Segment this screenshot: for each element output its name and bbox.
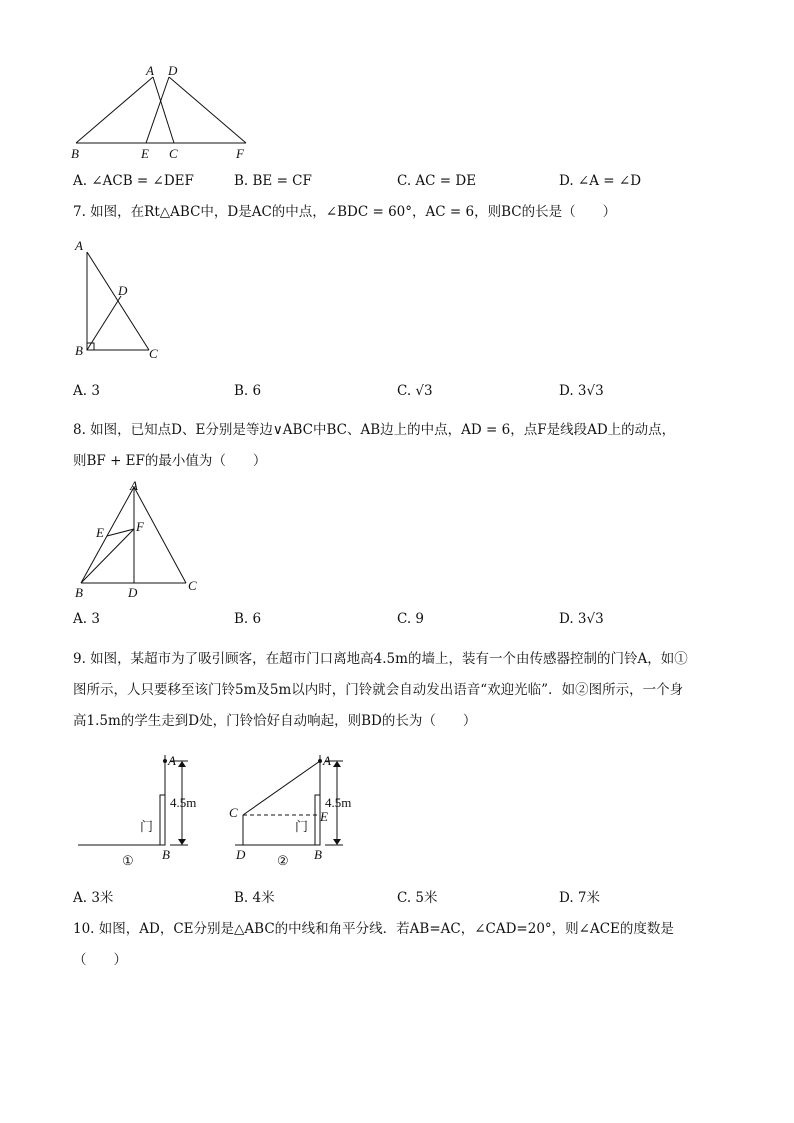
q8-label-c: C xyxy=(188,578,197,593)
q8-stem-line2: 则BF + EF的最小值为（ ） xyxy=(73,453,267,469)
fig6-label-c: C xyxy=(169,146,178,161)
q10-stem-line1: 10. 如图，AD，CE分别是△ABC的中线和角平分线．若AB=AC，∠CAD=20°，则∠ACE的度数是 xyxy=(73,921,674,937)
q8-figure xyxy=(70,478,210,603)
q9-fig1-label-a: A xyxy=(168,753,176,768)
q9-fig2-label-c: C xyxy=(229,805,238,820)
q8-label-e: E xyxy=(96,525,104,540)
q8-option-d[interactable]: D. 3√3 xyxy=(559,611,604,627)
q8-label-b: B xyxy=(75,585,83,600)
q9-fig1-height: 4.5m xyxy=(170,795,197,810)
q7-label-d: D xyxy=(118,283,128,298)
q7-option-a[interactable]: A. 3 xyxy=(73,383,100,399)
q7-label-b: B xyxy=(75,343,83,358)
q9-fig2-number: ② xyxy=(277,853,289,868)
q8-label-d: D xyxy=(128,585,138,600)
q7-label-a: A xyxy=(75,238,83,253)
q6-figure xyxy=(60,60,260,170)
q9-option-c[interactable]: C. 5米 xyxy=(397,890,438,906)
fig6-label-d: D xyxy=(168,63,178,78)
fig6-label-e: E xyxy=(141,146,149,161)
q8-option-c[interactable]: C. 9 xyxy=(397,611,425,627)
q7-option-c[interactable]: C. √3 xyxy=(397,383,433,399)
q7-figure xyxy=(70,235,180,365)
q9-figure-1 xyxy=(70,745,210,870)
q8-label-a: A xyxy=(130,478,138,493)
q9-option-d[interactable]: D. 7米 xyxy=(559,890,601,906)
q9-figure-2 xyxy=(225,745,365,870)
q6-option-b[interactable]: B. BE = CF xyxy=(234,173,312,189)
q9-fig1-number: ① xyxy=(122,853,134,868)
q9-stem-line2: 图所示，人只要移至该门铃5m及5m以内时，门铃就会自动发出语音“欢迎光临”．如②图所示，一个身 xyxy=(73,682,684,698)
q7-label-c: C xyxy=(149,346,158,361)
q6-option-d[interactable]: D. ∠A = ∠D xyxy=(559,173,642,189)
fig6-label-f: F xyxy=(236,146,244,161)
fig6-label-a: A xyxy=(146,63,154,78)
fig6-label-b: B xyxy=(71,146,79,161)
q7-option-b[interactable]: B. 6 xyxy=(234,383,262,399)
q6-option-c[interactable]: C. AC = DE xyxy=(397,173,477,189)
q8-stem-line1: 8. 如图，已知点D、E分别是等边∨ABC中BC、AB边上的中点，AD = 6，点F是线段AD上的动点， xyxy=(73,422,676,438)
q9-fig1-door: 门 xyxy=(140,819,154,834)
q9-stem-line3: 高1.5m的学生走到D处，门铃恰好自动响起，则BD的长为（ ） xyxy=(73,713,477,729)
q10-stem-line2: （ ） xyxy=(73,952,127,968)
q9-fig2-label-a: A xyxy=(323,753,331,768)
q9-fig2-door: 门 xyxy=(295,819,309,834)
q8-option-a[interactable]: A. 3 xyxy=(73,611,100,627)
q7-stem: 7. 如图，在Rt△ABC中，D是AC的中点，∠BDC = 60°，AC = 6，则BC的长是（ ） xyxy=(73,204,617,220)
q9-fig1-label-b: B xyxy=(162,847,170,862)
q9-stem-line1: 9. 如图，某超市为了吸引顾客，在超市门口离地高4.5m的墙上，装有一个由传感器控制的门铃A，如① xyxy=(73,651,688,667)
q9-fig2-label-e: E xyxy=(320,809,328,824)
q9-fig2-label-b: B xyxy=(314,847,322,862)
q9-option-b[interactable]: B. 4米 xyxy=(234,890,275,906)
q9-fig2-label-d: D xyxy=(236,847,246,862)
q9-fig2-height: 4.5m xyxy=(325,795,352,810)
q7-option-d[interactable]: D. 3√3 xyxy=(559,383,604,399)
q8-option-b[interactable]: B. 6 xyxy=(234,611,262,627)
q9-option-a[interactable]: A. 3米 xyxy=(73,890,114,906)
q8-label-f: F xyxy=(136,519,144,534)
q6-option-a[interactable]: A. ∠ACB = ∠DEF xyxy=(73,173,194,189)
